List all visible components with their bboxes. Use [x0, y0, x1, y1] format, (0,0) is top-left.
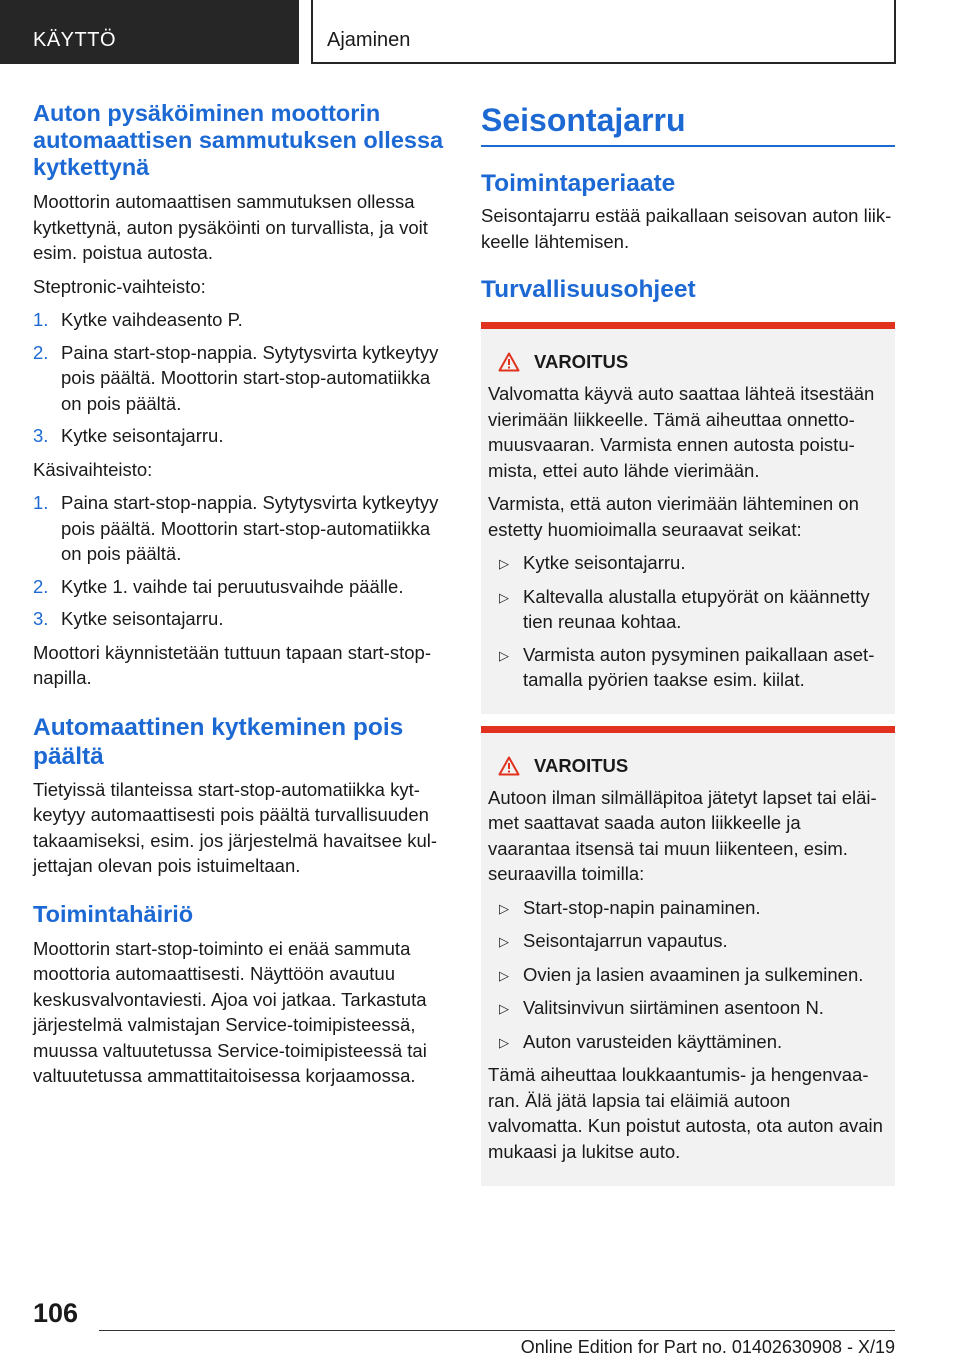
steptronic-label: Steptronic-vaihteisto: — [33, 275, 206, 297]
section-heading-malfunction: Toimintahäiriö — [33, 900, 194, 927]
bullet-triangle-icon: ▷ — [499, 934, 509, 949]
principle-text: Seisontajarru estää paikallaan seisovan auton liikkeelle lähtemisen. — [481, 205, 892, 252]
warning-triangle-icon — [498, 352, 520, 372]
list-item — [488, 995, 888, 1022]
list-item — [488, 928, 888, 955]
title-rule — [481, 145, 895, 147]
step-number: 3. — [33, 425, 49, 446]
section-heading-safety: Turvallisuusohjeet — [481, 276, 696, 303]
warning-box — [481, 726, 895, 1187]
section-heading-principle: Toimintaperiaate — [481, 170, 676, 197]
section-heading-parking: Auton pysäköiminen moottorin automaattisen sammutuksen ollessa kytkettynä — [33, 100, 444, 180]
list-item-text: Kytke seisontajarru. — [523, 552, 686, 573]
list-item-text: Kaltevalla alustalla etupyörät on käännetty tien reunaa kohtaa. — [523, 585, 870, 632]
step-text: Paina start-stop-nappia. Sytytysvirta kytkeytyy pois päältä. Moottorin start-stop-automatiikka on pois päältä. — [61, 341, 439, 414]
list-item-text: Valitsinvivun siirtäminen asentoon N. — [523, 997, 824, 1018]
bullet-triangle-icon: ▷ — [499, 556, 509, 571]
manual-steps — [33, 490, 448, 632]
warning-list — [488, 550, 888, 693]
step-text: Kytke seisontajarru. — [61, 608, 224, 629]
footer-edition: Online Edition for Part no. 01402630908 - X/19 — [520, 1337, 895, 1357]
warning-box — [481, 322, 895, 714]
warning-paragraph: Valvomatta käyvä auto saattaa lähteä itsestään vierimään liikkeelle. Tämä aiheuttaa onnettomuusvaaran. Varmista ennen autosta poistumista, ettei auto lähde vierimään. — [488, 383, 875, 481]
list-item — [33, 423, 448, 449]
list-item — [488, 895, 888, 922]
footer-rule — [99, 1330, 895, 1331]
parking-outro: Moottori käynnistetään tuttuun tapaan start-stop-napilla. — [33, 641, 431, 688]
warning-label: VAROITUS — [534, 351, 629, 372]
parking-intro: Moottorin automaattisen sammutuksen ollessa kytkettynä, auton pysäköinti on turvallista, ja voit esim. poistua autosta. — [33, 191, 428, 263]
header-chapter-label: Ajaminen — [327, 29, 411, 51]
list-item — [33, 490, 448, 567]
list-item-text: Seisontajarrun vapautus. — [523, 930, 728, 951]
bullet-triangle-icon: ▷ — [499, 1034, 509, 1050]
step-text: Paina start-stop-nappia. Sytytysvirta kytkeytyy pois päältä. Moottorin start-stop-automatiikka on pois päältä. — [61, 492, 439, 564]
left-column — [33, 100, 448, 1097]
warning-list — [488, 895, 888, 1056]
step-number: 3. — [33, 608, 49, 629]
warning-paragraph: Tämä aiheuttaa loukkaantumis- ja hengenvaaran. Älä jätä lapsia tai eläimiä autoon valvomatta. Kun poistut autosta, ota auton avain mukaasi ja lukitse auto. — [488, 1064, 883, 1162]
list-item — [488, 642, 888, 693]
list-item — [33, 574, 448, 600]
header-section-label: KÄYTTÖ — [33, 29, 117, 51]
warning-label: VAROITUS — [534, 754, 629, 776]
list-item — [33, 606, 448, 632]
warning-paragraph: Varmista, että auton vierimään lähteminen on estetty huomioimalla seuraavat seikat: — [488, 493, 859, 540]
step-number: 2. — [33, 341, 49, 363]
auto-off-text: Tietyissä tilanteissa start-stop-automatiikka kytkeytyy automaattisesti pois päältä turvallisuuden takaamiseksi, esim. jos järjestelmä havaitsee kuljettajan olevan pois istuimeltaan. — [33, 778, 438, 876]
malfunction-text: Moottorin start-stop-toiminto ei enää sammuta moottoria automaattisesti. Näyttöön avautuu keskusvalvontaviesti. Ajoa voi jatkaa. Tarkastuta järjestelmä valmistajan Service-toimipisteessä, muussa valtuutetussa Service-toimipisteessä tai valtuutetussa ammattitaitoisessa korjaamossa. — [33, 937, 427, 1086]
list-item-text: Start-stop-napin painaminen. — [523, 896, 761, 918]
list-item — [33, 307, 448, 333]
bullet-triangle-icon: ▷ — [499, 589, 509, 605]
step-number: 1. — [33, 309, 49, 330]
bullet-triangle-icon: ▷ — [499, 967, 509, 983]
list-item — [488, 1029, 888, 1056]
bullet-triangle-icon: ▷ — [499, 647, 509, 663]
header-chapter-tab — [311, 0, 896, 64]
page-title: Seisontajarru — [481, 102, 686, 138]
section-heading-auto-off: Automaattinen kytkeminen pois päältä — [33, 713, 404, 770]
list-item — [488, 584, 888, 635]
list-item-text: Ovien ja lasien avaaminen ja sulkeminen. — [523, 963, 864, 985]
step-text: Kytke 1. vaihde tai peruutusvaihde päälle. — [61, 575, 404, 597]
bullet-triangle-icon: ▷ — [499, 1001, 509, 1016]
step-text: Kytke seisontajarru. — [61, 425, 224, 446]
steptronic-steps — [33, 307, 448, 449]
step-number: 2. — [33, 575, 49, 597]
bullet-triangle-icon: ▷ — [499, 900, 509, 916]
list-item — [33, 340, 448, 417]
step-text: Kytke vaihdeasento P. — [61, 309, 243, 330]
list-item — [488, 962, 888, 989]
list-item — [488, 550, 888, 577]
step-number: 1. — [33, 492, 49, 513]
page-number: 106 — [33, 1298, 79, 1328]
list-item-text: Auton varusteiden käyttäminen. — [523, 1030, 783, 1052]
manual-label: Käsivaihteisto: — [33, 458, 153, 480]
warning-header — [498, 351, 888, 373]
list-item-text: Varmista auton pysyminen paikallaan asettamalla pyörien taakse esim. kiilat. — [523, 643, 875, 690]
warning-header — [498, 755, 888, 777]
right-column — [481, 100, 895, 1186]
warning-paragraph: Autoon ilman silmälläpitoa jätetyt lapset tai eläimet saattavat saada auton liikkeelle ja vaarantaa itsensä tai muun liikenteen, esim. seuraavilla toimilla: — [488, 786, 877, 884]
warning-triangle-icon — [498, 756, 520, 776]
header-section-tab — [0, 0, 299, 64]
